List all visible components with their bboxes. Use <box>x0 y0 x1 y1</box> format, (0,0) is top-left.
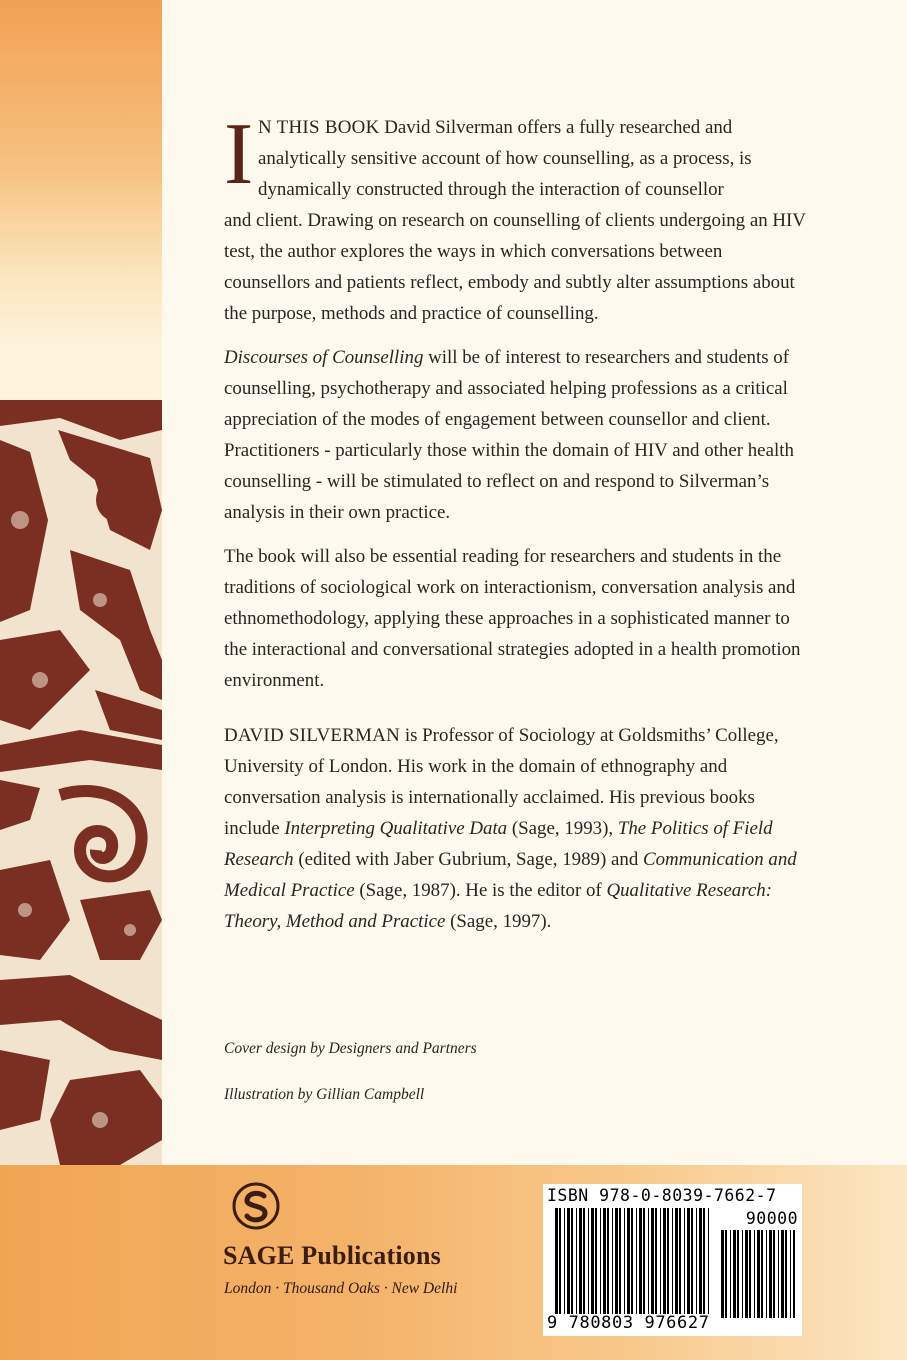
cover-illustration <box>0 400 162 1165</box>
intro-line1: David Silverman offers a fully researched and <box>379 117 733 138</box>
bio-book-4: Qualitative Research: Theory, Method and Practice <box>224 880 773 932</box>
reading-paragraph: The book will also be essential reading for researchers and students in the traditions of sociological work on interactionism, conversation analysis and ethnomethodology, applying these approaches in a sophisticated manner to the interactional and conversational strategies adopted in a health promotion environment. <box>224 546 801 691</box>
intro-rest: and client. Drawing on research on counselling of clients undergoing an HIV test, the author explores the ways in which conversations between counsellors and patients reflect, embody and subtly alter assumptions about the purpose, methods and practice of counselling. <box>224 210 806 324</box>
bio-text-3: (edited with Jaber Gubrium, Sage, 1989) and <box>293 849 643 870</box>
publisher-name: SAGE Publications <box>223 1241 441 1270</box>
bio-book-2: The Politics of Field Research <box>224 818 773 870</box>
intro-paragraph <box>224 106 809 329</box>
blurb-text <box>224 106 809 950</box>
sage-s-logo-icon <box>232 1182 280 1230</box>
book-title: Discourses of Counselling <box>224 347 424 368</box>
bio-book-3: Communication and Medical Practice <box>224 849 797 901</box>
drop-cap-letter: I <box>224 106 254 203</box>
face-illustration-image <box>0 400 162 1165</box>
author-name: DAVID SILVERMAN <box>224 725 401 746</box>
bio-text-4: (Sage, 1987). He is the editor of <box>354 880 607 901</box>
barcode-addon-bars <box>721 1230 795 1318</box>
illustration-credit: Illustration by Gillian Campbell <box>224 1086 425 1103</box>
interest-text: will be of interest to researchers and students of counselling, psychotherapy and associated helping professions as a critical appreciation of the modes of engagement between counsellor and client. Practitioners - particularly those within the domain of HIV and other health counselling - will be stimulated to reflect on and respond to Silverman’s analysis in their own practice. <box>224 347 794 523</box>
bio-book-1: Interpreting Qualitative Data <box>284 818 508 839</box>
bio-text-5: (Sage, 1997). <box>445 911 552 932</box>
intro-line2: analytically sensitive account of how counselling, as a process, is <box>258 148 752 169</box>
isbn-label: ISBN 978-0-8039-7662-7 <box>547 1186 777 1205</box>
bio-text-2: (Sage, 1993), <box>507 818 618 839</box>
isbn-barcode <box>543 1184 802 1336</box>
intro-smallcaps: N THIS BOOK <box>258 117 380 138</box>
cover-design-credit: Cover design by Designers and Partners <box>224 1040 477 1057</box>
addon-number: 90000 <box>745 1209 798 1228</box>
author-bio-paragraph <box>224 720 809 937</box>
interest-paragraph <box>224 342 809 528</box>
publisher-cities: London · Thousand Oaks · New Delhi <box>224 1280 458 1297</box>
bio-text-1: is Professor of Sociology at Goldsmiths’ College, University of London. His work in the domain of ethnography and conversation analysis is internationally acclaimed. His previous books include <box>224 725 779 839</box>
intro-line3: dynamically constructed through the interaction of counsellor <box>258 179 724 200</box>
barcode-bars <box>555 1208 711 1314</box>
ean-number: 9 780803 976627 <box>547 1313 710 1333</box>
